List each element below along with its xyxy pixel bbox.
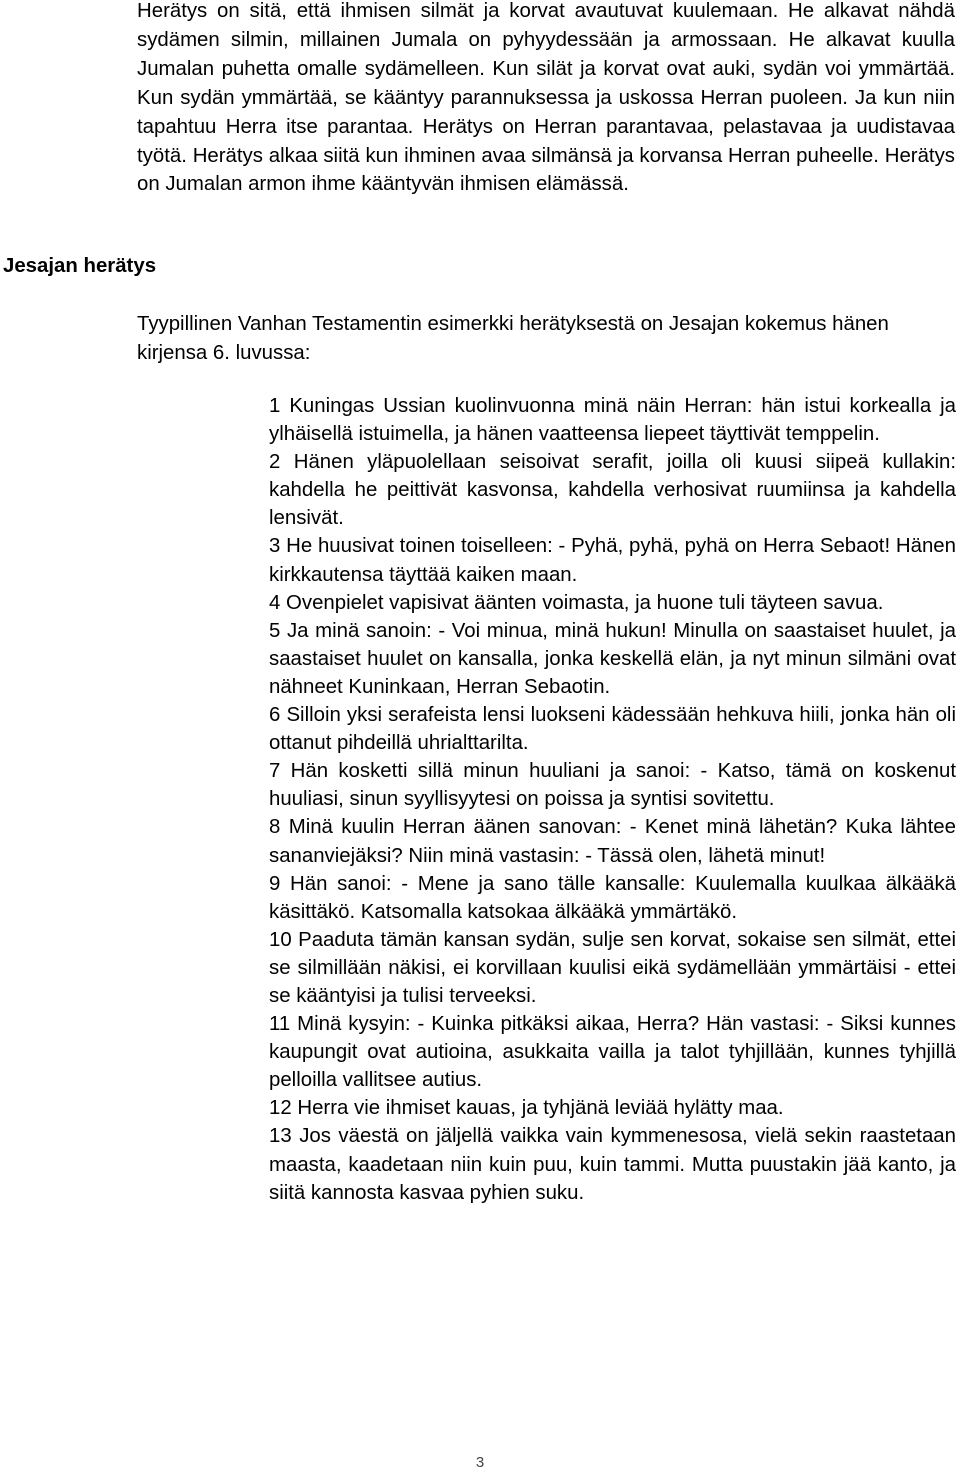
verse-1 — [269, 392, 956, 448]
verse-9 — [269, 870, 956, 926]
verse-number: 7 — [269, 760, 281, 783]
verse-7 — [269, 757, 956, 813]
verse-5 — [269, 617, 956, 701]
verse-number: 3 — [269, 535, 281, 558]
verse-number: 11 — [269, 1013, 291, 1036]
verse-text: Kuningas Ussian kuolinvuonna minä näin Herran: hän istui korkealla ja ylhäisellä istuimella, ja hänen vaatteensa liepeet täyttivät temppelin. — [269, 395, 956, 446]
verse-number: 9 — [269, 872, 281, 895]
verse-text: Jos väestä on jäljellä vaikka vain kymmenesosa, vielä sekin raastetaan maasta, kaadetaan niin kuin puu, kuin tammi. Mutta puustakin jää kanto, ja siitä kannosta kasvaa pyhien suku. — [269, 1125, 956, 1204]
verse-text: Ja minä sanoin: - Voi minua, minä hukun! Minulla on saastaiset huulet, ja saastaiset huulet on kansalla, jonka keskellä elän, ja nyt minun silmäni ovat nähneet Kuninkaan, Herran Sebaotin. — [269, 619, 956, 698]
verse-3 — [269, 532, 956, 588]
verse-number: 4 — [269, 591, 281, 614]
lead-paragraph: Tyypillinen Vanhan Testamentin esimerkki herätyksestä on Jesajan kokemus hänen kirjensa 6. luvussa: — [137, 313, 889, 364]
verse-number: 5 — [269, 619, 281, 642]
verse-text: Minä kysyin: - Kuinka pitkäksi aikaa, Herra? Hän vastasi: - Siksi kunnes kaupungit ovat autioina, asukkaita vailla ja talot tyhjillään, kunnes tyhjillä pelloilla vallitsee autius. — [269, 1013, 956, 1092]
verse-6 — [269, 701, 956, 757]
verse-number: 2 — [269, 451, 281, 474]
intro-paragraph: Herätys on sitä, että ihmisen silmät ja korvat avautuvat kuulemaan. He alkavat nähdä sydämen silmin, millainen Jumala on pyhyydessään ja armossaan. He alkavat kuulla Jumalan puhetta omalle sydämelleen. Kun silät ja korvat ovat auki, sydän voi ymmärtää. Kun sydän ymmärtää, se kääntyy parannuksessa ja uskossa Herran puoleen. Ja kun niin tapahtuu Herra itse parantaa. Herätys on Herran parantavaa, pelastavaa ja uudistavaa työtä. Herätys alkaa siitä kun ihminen avaa silmänsä ja korvansa Herran puheelle. Herätys on Jumalan armon ihme kääntyvän ihmisen elämässä. — [137, 0, 955, 196]
verse-text: Hän sanoi: - Mene ja sano tälle kansalle: Kuulemalla kuulkaa älkääkä käsittäkö. Katsomalla katsokaa älkääkä ymmärtäkö. — [269, 872, 956, 923]
verse-number: 8 — [269, 816, 281, 839]
verse-8 — [269, 813, 956, 869]
verse-number: 12 — [269, 1097, 292, 1120]
verse-number: 10 — [269, 928, 292, 951]
verse-11 — [269, 1010, 956, 1094]
verse-text: He huusivat toinen toiselleen: - Pyhä, pyhä, pyhä on Herra Sebaot! Hänen kirkkautensa täyttää kaiken maan. — [269, 535, 956, 586]
verse-text: Minä kuulin Herran äänen sanovan: - Kenet minä lähetän? Kuka lähtee sananviejäksi? Niin minä vastasin: - Tässä olen, lähetä minut! — [269, 816, 956, 867]
verse-number: 6 — [269, 704, 281, 727]
verse-list — [269, 392, 956, 1207]
verse-13 — [269, 1122, 956, 1206]
verse-10 — [269, 926, 956, 1010]
verse-2 — [269, 448, 956, 532]
verse-number: 1 — [269, 395, 281, 417]
section-heading: Jesajan herätys — [3, 255, 157, 277]
page-number: 3 — [475, 1454, 485, 1471]
verse-text: Herra vie ihmiset kauas, ja tyhjänä leviää hylätty maa. — [297, 1097, 784, 1120]
verse-text: Hän kosketti sillä minun huuliani ja sanoi: - Katso, tämä on koskenut huuliasi, sinun syyllisyytesi on poissa ja syntisi sovitettu. — [269, 760, 956, 811]
verse-12 — [269, 1094, 956, 1122]
verse-text: Silloin yksi serafeista lensi luokseni kädessään hehkuva hiili, jonka hän oli ottanut pihdeillä uhrialttarilta. — [269, 704, 956, 755]
verse-number: 13 — [269, 1125, 292, 1148]
verse-4 — [269, 589, 956, 617]
verse-text: Ovenpielet vapisivat äänten voimasta, ja huone tuli täyteen savua. — [286, 591, 884, 614]
verse-text: Hänen yläpuolellaan seisoivat serafit, joilla oli kuusi siipeä kullakin: kahdella he peittivät kasvonsa, kahdella verhosivat ruumiinsa ja kahdella lensivät. — [269, 451, 957, 530]
verse-text: Paaduta tämän kansan sydän, sulje sen korvat, sokaise sen silmät, ettei se silmillään näkisi, ei korvillaan kuulisi eikä sydämellään ymmärtäisi - ettei se kääntyisi ja tulisi terveeksi. — [269, 928, 956, 1007]
